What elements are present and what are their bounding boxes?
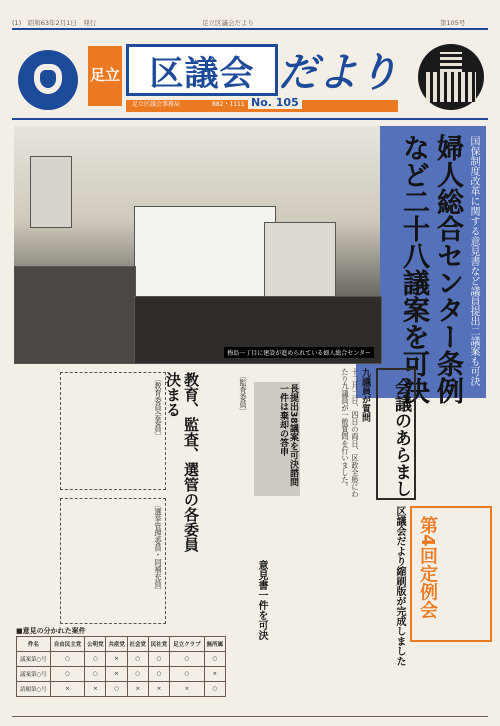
session-title: 第4回定例会	[417, 516, 438, 619]
bills-section	[300, 368, 370, 498]
footer-rule	[12, 716, 488, 717]
vote-cell: ○	[148, 652, 169, 667]
bills-body: 十二月二日、四日の両日、区政全般にわたり九議員が一般質問を行いました。	[341, 368, 360, 498]
vote-cell: ○	[148, 667, 169, 682]
session-corner	[410, 506, 492, 642]
vote-cell: ×	[127, 682, 148, 697]
opinion-section	[226, 560, 266, 664]
photo-roofs	[14, 266, 136, 364]
vote-table-title: ■意見の分かれた案件	[16, 627, 86, 635]
top-rule	[12, 28, 488, 30]
photo-building-right	[264, 222, 336, 304]
vote-col-header: 共産党	[106, 637, 127, 652]
vote-cell: ×	[85, 682, 106, 697]
vote-col-header: 足立クラブ	[170, 637, 205, 652]
election-list	[60, 498, 166, 624]
table-row	[17, 667, 226, 682]
photo-building-main	[134, 206, 276, 298]
vote-cell: ○	[170, 652, 205, 667]
bills-title: 九議員が質問	[360, 368, 370, 422]
issue-date: (1) 昭和63年2月1日 発行	[12, 19, 97, 27]
ward-logo-icon	[18, 50, 78, 110]
vote-cell: 議案第○号	[17, 667, 51, 682]
vote-cell: ×	[148, 682, 169, 697]
paper-name-small: 足立区議会だより	[202, 19, 254, 27]
vote-cell: ○	[127, 667, 148, 682]
vote-table	[16, 636, 226, 697]
vote-cell: ○	[85, 667, 106, 682]
dayori-section	[366, 506, 404, 710]
building-emblem-icon	[418, 44, 484, 110]
photo-caption: 梅島一丁目に建設が進められている婦人総合センター	[224, 347, 374, 358]
headline-sub: 国保制度改革に関する意見書など議員提出二議案も可決	[468, 136, 479, 386]
vote-col-header: 件名	[17, 637, 51, 652]
issue-number: No. 105	[248, 96, 302, 109]
list-title-1: 〔教育委員会委員〕	[154, 375, 163, 440]
vote-col-header: 民社党	[148, 637, 169, 652]
education-list	[60, 372, 166, 490]
dayori-title: 区議会だより縮刷版が完成しました	[394, 506, 405, 666]
list-title-2: 〔監査委員〕	[239, 372, 248, 416]
vote-cell: ○	[170, 667, 205, 682]
committee-title: 教育、監査、選管の各委員決まる	[164, 372, 200, 552]
vote-cell: ×	[204, 667, 225, 682]
table-row	[17, 652, 226, 667]
vote-cell: 請願第○号	[17, 682, 51, 697]
outline-label: 会議のあらまし	[376, 368, 416, 500]
issue-number-small: 第105号	[440, 19, 466, 27]
vote-col-header: 公明党	[85, 637, 106, 652]
vote-col-header: 社会党	[127, 637, 148, 652]
vote-col-header: 自由民主党	[50, 637, 85, 652]
masthead-rule	[12, 118, 488, 120]
vote-cell: ×	[170, 682, 205, 697]
masthead-title-kanji: 区議会	[126, 44, 278, 96]
building-photo	[14, 126, 380, 362]
telephone: 882・1111	[212, 101, 245, 108]
vote-cell: ×	[50, 682, 85, 697]
vote-cell: ×	[106, 652, 127, 667]
vote-cell: ×	[106, 667, 127, 682]
opinion-title: 意見書一件を可決	[256, 560, 267, 640]
vote-cell: 議案第○号	[17, 652, 51, 667]
vote-cell: ○	[85, 652, 106, 667]
committee-section	[164, 372, 200, 558]
masthead-title-kana: だより	[278, 49, 398, 96]
masthead-adachi: 足立	[88, 46, 122, 106]
list-title-3: 〔選挙管理委員・同補充員〕	[154, 501, 163, 595]
vote-cell: ○	[127, 652, 148, 667]
vote-cell: ○	[50, 667, 85, 682]
result-box	[254, 382, 300, 496]
vote-cell: ○	[50, 652, 85, 667]
vote-cell: ○	[204, 682, 225, 697]
vote-header-row	[17, 637, 226, 652]
vote-cell: ○	[106, 682, 127, 697]
table-row	[17, 682, 226, 697]
issuer: 足立区議会事務局	[132, 101, 181, 108]
headline-main: 婦人総合センター条例など二十八議案を可決	[398, 134, 463, 404]
result-title: 長提出38議案を可決諮問一件は棄却の答申	[278, 384, 298, 487]
photo-tower	[30, 156, 72, 228]
vote-cell: ○	[204, 652, 225, 667]
vote-col-header: 無所属	[204, 637, 225, 652]
